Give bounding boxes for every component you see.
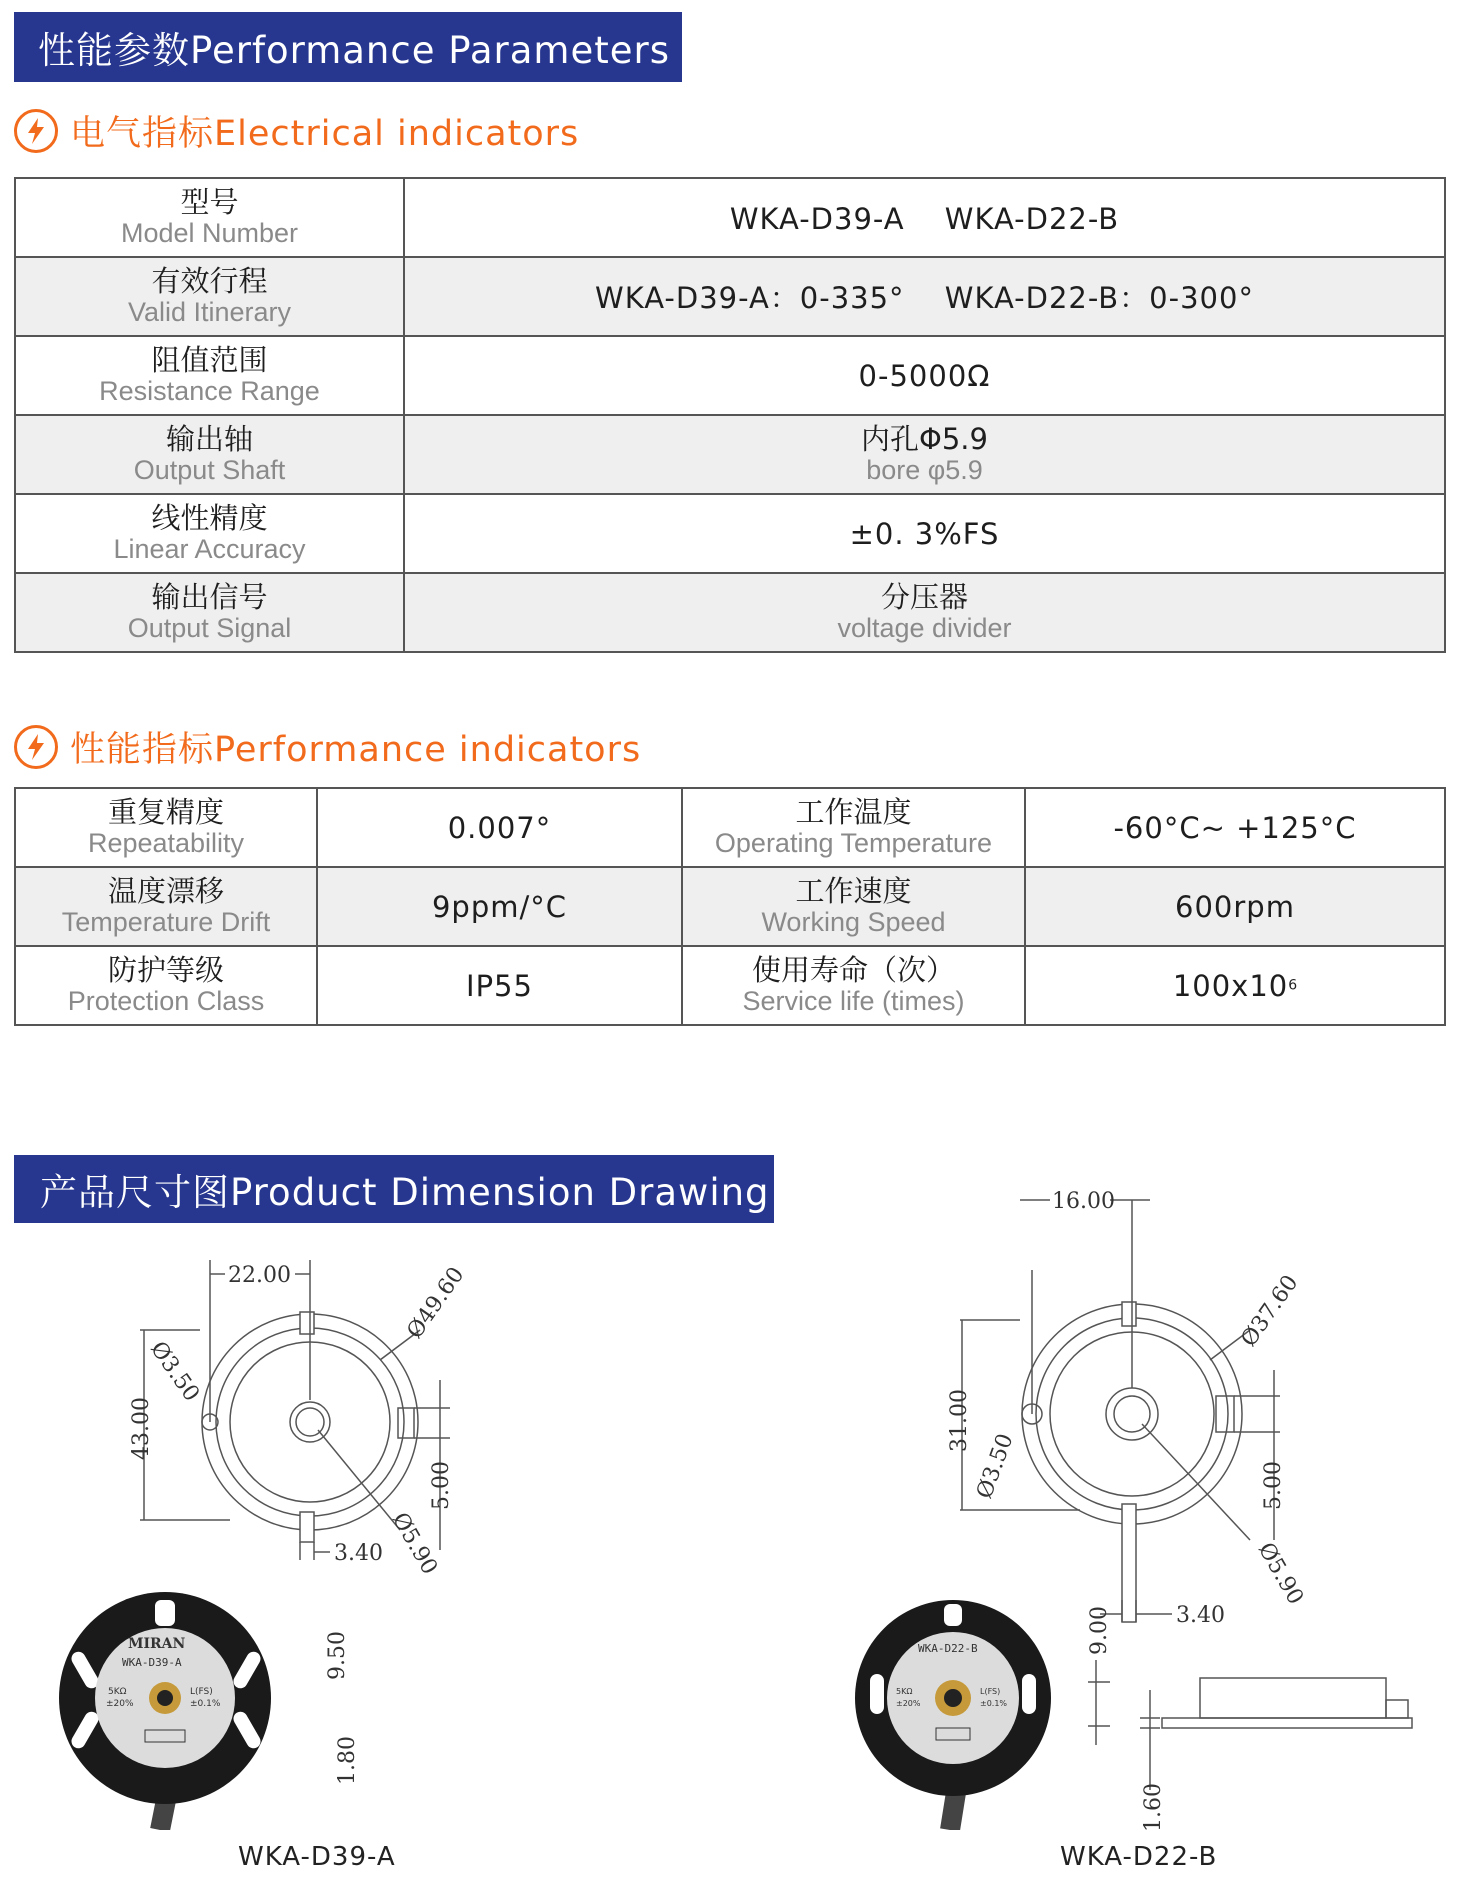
value-cell: 内孔Φ5.9 bore φ5.9 [404, 415, 1445, 494]
dim-hole: Ø3.50 [145, 1337, 205, 1407]
param-cell: 重复精度 Repeatability [15, 788, 317, 867]
table-row [15, 257, 1445, 336]
dim-height: 43.00 [129, 1397, 154, 1460]
dim-bore: Ø5.90 [1252, 1538, 1308, 1610]
table-row [15, 336, 1445, 415]
caption-a: WKA-D39-A [238, 1842, 396, 1872]
dim-slot: 3.40 [1176, 1603, 1225, 1628]
value-cell: 分压器 voltage divider [404, 573, 1445, 652]
table-row [15, 788, 1445, 867]
photo-tol: ±20% [106, 1699, 134, 1709]
value-cell: $100x10^6$ [1025, 946, 1445, 1025]
section-title: 产品尺寸图Product Dimension Drawing [40, 1171, 770, 1214]
caption-b: WKA-D22-B [1060, 1842, 1218, 1872]
param-cell: 有效行程 Valid Itinerary [15, 257, 404, 336]
electrical-heading-text: 电气指标Electrical indicators [70, 114, 580, 154]
value-cell: IP55 [317, 946, 682, 1025]
param-cell: 线性精度 Linear Accuracy [15, 494, 404, 573]
value-cell: WKA-D39-A WKA-D22-B [404, 178, 1445, 257]
photo-tol: ±20% [896, 1699, 921, 1708]
photo-res: 5KΩ [108, 1687, 127, 1697]
dimension-drawing-a [0, 1230, 640, 1650]
table-row [15, 494, 1445, 573]
performance-table [14, 787, 1446, 1026]
side-view-body [1200, 1678, 1386, 1718]
value-cell: 0.007° [317, 788, 682, 867]
table-row [15, 415, 1445, 494]
dim-slot: 3.40 [334, 1541, 383, 1566]
dim-bore: Ø5.90 [386, 1508, 442, 1580]
value-cell: 0-5000Ω [404, 336, 1445, 415]
product-photo-b [848, 1590, 1058, 1830]
photo-brand: MIRAN [128, 1636, 186, 1652]
param-cell: 阻值范围 Resistance Range [15, 336, 404, 415]
value-cell: 600rpm [1025, 867, 1445, 946]
side-dims-a [320, 1620, 380, 1800]
table-row [15, 867, 1445, 946]
value-cell: 9ppm/°C [317, 867, 682, 946]
dim-diameter: Ø37.60 [1236, 1270, 1304, 1352]
exponent: 6 [1288, 977, 1298, 994]
param-cell: 温度漂移 Temperature Drift [15, 867, 317, 946]
param-cell: 使用寿命（次） Service life (times) [682, 946, 1025, 1025]
dim-hole: Ø3.50 [972, 1430, 1019, 1503]
electrical-table [14, 177, 1446, 653]
dimension-drawing-b [780, 1180, 1420, 1630]
dim-tab: 5.00 [1261, 1461, 1286, 1510]
section-title: 性能参数Performance Parameters [38, 29, 671, 72]
dim-width: 16.00 [1052, 1189, 1115, 1214]
photo-model: WKA-D39-A [122, 1656, 182, 1669]
side-view-b [1080, 1600, 1450, 1840]
performance-heading-text: 性能指标Performance indicators [70, 730, 642, 770]
section-banner-performance [14, 12, 682, 82]
performance-heading [14, 722, 641, 772]
photo-model: WKA-D22-B [918, 1642, 978, 1655]
product-photo-a [50, 1590, 280, 1830]
table-row [15, 946, 1445, 1025]
section-banner-dimensions [14, 1155, 774, 1223]
dim-thick: 9.00 [1087, 1606, 1112, 1655]
table-row [15, 573, 1445, 652]
dim-base: 1.60 [1141, 1783, 1166, 1832]
table-row [15, 178, 1445, 257]
value-cell: WKA-D39-A：0-335° WKA-D22-B：0-300° [404, 257, 1445, 336]
param-cell: 输出信号 Output Signal [15, 573, 404, 652]
photo-lin-val: ±0.1% [190, 1699, 221, 1709]
lightning-icon [14, 725, 58, 769]
dim-tab: 5.00 [429, 1461, 454, 1510]
dim-width: 22.00 [228, 1263, 291, 1288]
param-cell: 工作速度 Working Speed [682, 867, 1025, 946]
dim-diameter: Ø49.60 [402, 1262, 470, 1344]
lightning-icon [14, 109, 58, 153]
photo-lin: L(FS) [980, 1687, 1001, 1696]
param-cell: 工作温度 Operating Temperature [682, 788, 1025, 867]
dim-base: 1.80 [335, 1736, 360, 1785]
photo-lin: L(FS) [190, 1687, 213, 1697]
param-cell: 防护等级 Protection Class [15, 946, 317, 1025]
dim-thick: 9.50 [325, 1631, 350, 1680]
param-cell: 输出轴 Output Shaft [15, 415, 404, 494]
value-cell: -60°C~ +125°C [1025, 788, 1445, 867]
value-cell: ±0. 3%FS [404, 494, 1445, 573]
dim-height: 31.00 [947, 1389, 972, 1452]
photo-res: 5KΩ [896, 1687, 913, 1696]
photo-lin-val: ±0.1% [980, 1699, 1008, 1708]
electrical-heading [14, 106, 579, 156]
param-cell: 型号 Model Number [15, 178, 404, 257]
